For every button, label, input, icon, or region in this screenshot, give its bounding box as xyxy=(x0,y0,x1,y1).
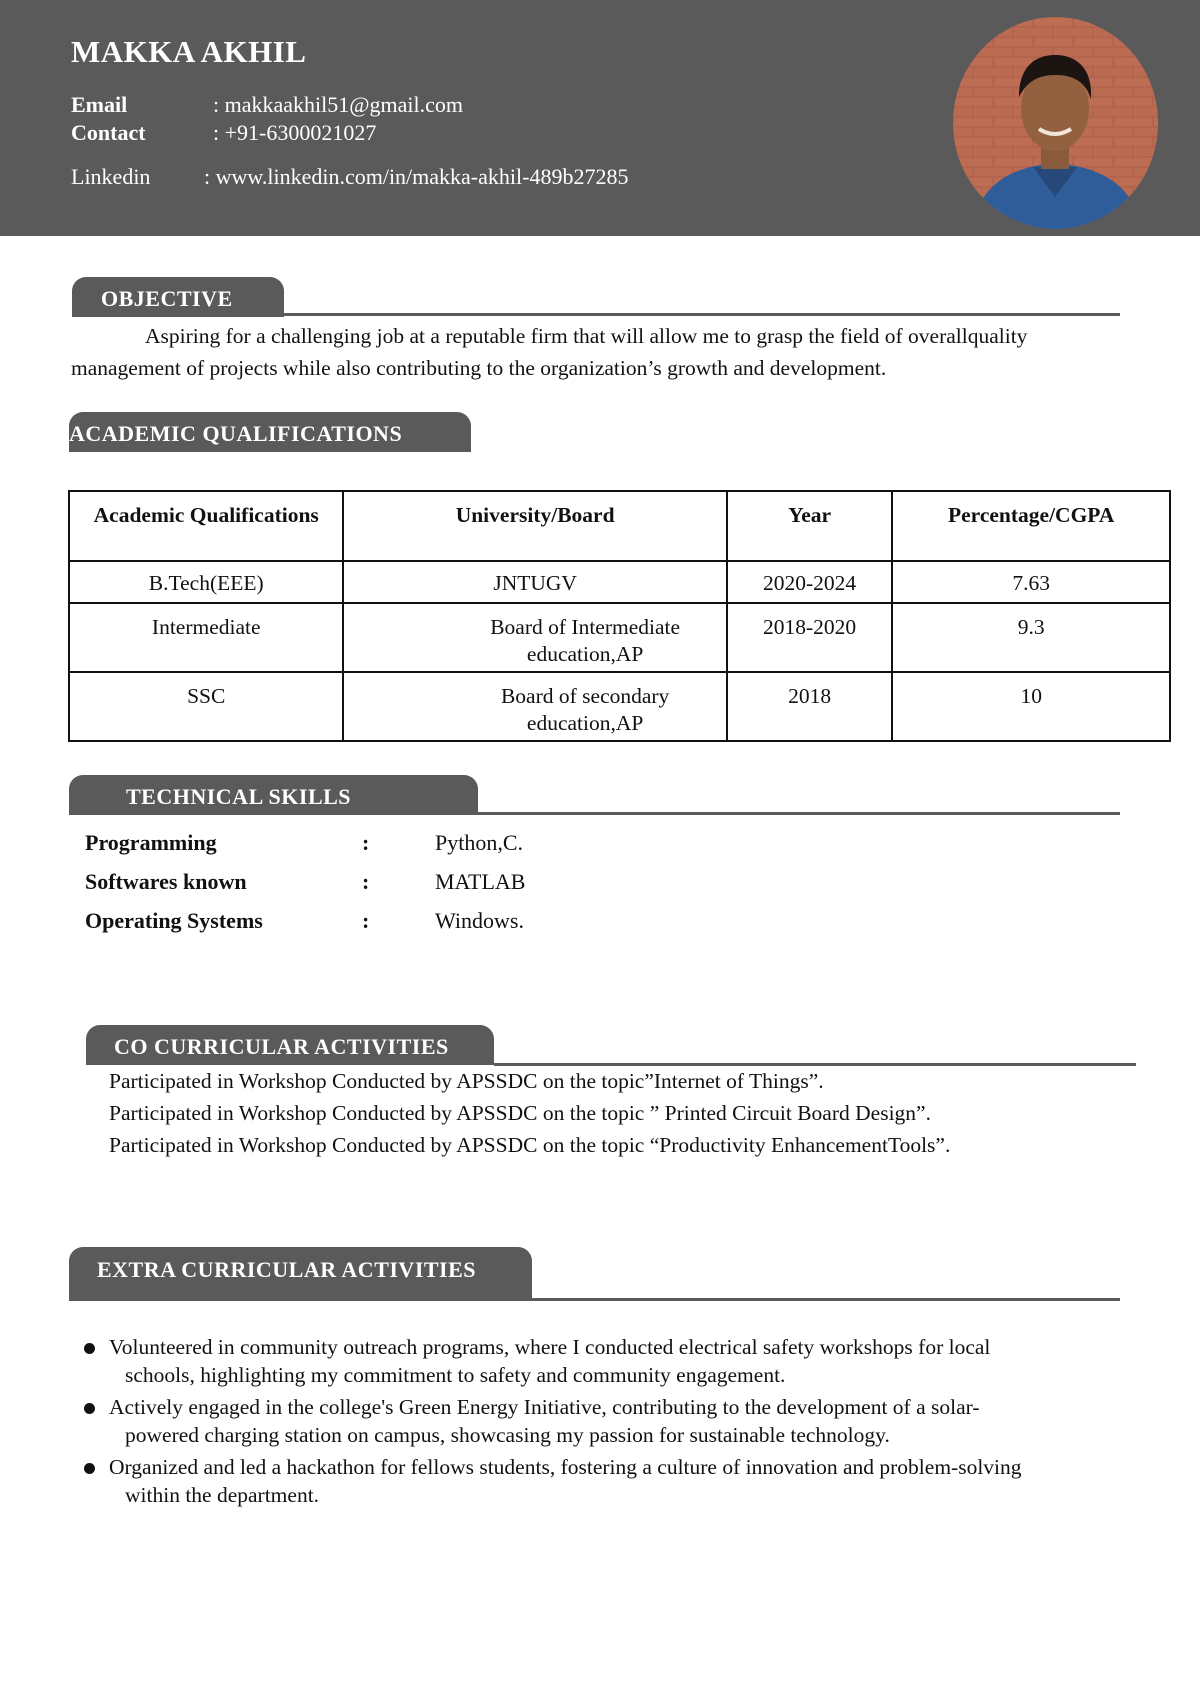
list-item xyxy=(83,1453,1143,1509)
list-item-line: Organized and led a hackathon for fellows students, fostering a culture of innovation and problem-solving xyxy=(109,1455,1022,1479)
skill-value: Windows. xyxy=(435,908,524,933)
extra-curricular-list xyxy=(83,1333,1143,1513)
table-row xyxy=(69,603,1170,672)
col-header-year: Year xyxy=(727,491,893,561)
skill-separator: : xyxy=(362,830,370,855)
skill-value: MATLAB xyxy=(435,869,526,894)
table-header-row xyxy=(69,491,1170,561)
objective-heading: OBJECTIVE xyxy=(72,277,284,317)
skill-label: Softwares known xyxy=(85,869,247,894)
cell-board xyxy=(343,603,726,672)
bullet-icon xyxy=(84,1403,95,1414)
resume-header xyxy=(0,0,1200,236)
profile-photo-illustration xyxy=(953,17,1158,229)
profile-photo xyxy=(953,17,1158,229)
cell-year: 2020-2024 xyxy=(727,561,893,603)
cell-qualification: SSC xyxy=(69,672,343,741)
email-label: Email xyxy=(71,92,128,117)
bullet-icon xyxy=(84,1463,95,1474)
col-header-board: University/Board xyxy=(343,491,726,561)
extra-curricular-divider xyxy=(532,1298,1120,1301)
col-header-qualification: Academic Qualifications xyxy=(69,491,343,561)
co-curricular-item: Participated in Workshop Conducted by APSSDC on the topic ” Printed Circuit Board Design”. xyxy=(109,1101,931,1125)
board-line-2: education,AP xyxy=(526,642,644,666)
contact-value[interactable]: : +91-6300021027 xyxy=(213,120,377,145)
co-curricular-item: Participated in Workshop Conducted by APSSDC on the topic “Productivity EnhancementTools”. xyxy=(109,1133,951,1157)
cell-score: 9.3 xyxy=(892,603,1170,672)
list-item-line: Actively engaged in the college's Green Energy Initiative, contributing to the development of a solar- xyxy=(109,1395,980,1419)
co-curricular-item: Participated in Workshop Conducted by APSSDC on the topic”Internet of Things”. xyxy=(109,1069,824,1093)
list-item xyxy=(83,1333,1143,1389)
list-item-line: schools, highlighting my commitment to safety and community engagement. xyxy=(125,1363,786,1387)
skill-separator: : xyxy=(362,869,370,894)
objective-text: Aspiring for a challenging job at a reputable firm that will allow me to grasp the field of overallquality management of projects while also contributing to the organization’s growth and development. xyxy=(71,324,1028,380)
cell-board xyxy=(343,672,726,741)
cell-score: 7.63 xyxy=(892,561,1170,603)
skill-label: Operating Systems xyxy=(85,908,263,933)
contact-label: Contact xyxy=(71,120,146,145)
list-item-line: powered charging station on campus, showcasing my passion for sustainable technology. xyxy=(125,1423,890,1447)
list-item xyxy=(83,1393,1143,1449)
linkedin-value[interactable]: : www.linkedin.com/in/makka-akhil-489b27285 xyxy=(204,164,629,189)
list-item-line: within the department. xyxy=(125,1483,320,1507)
skill-separator: : xyxy=(362,908,370,933)
extra-curricular-heading: EXTRA CURRICULAR ACTIVITIES xyxy=(69,1247,532,1301)
table-row xyxy=(69,672,1170,741)
academic-table xyxy=(68,490,1171,742)
co-curricular-heading: CO CURRICULAR ACTIVITIES xyxy=(86,1025,494,1065)
co-curricular-divider xyxy=(494,1063,1136,1066)
email-value[interactable]: : makkaakhil51@gmail.com xyxy=(213,92,463,117)
cell-score: 10 xyxy=(892,672,1170,741)
skills-heading: TECHNICAL SKILLS xyxy=(69,775,478,815)
list-item-line: Volunteered in community outreach programs, where I conducted electrical safety workshops for local xyxy=(109,1335,991,1359)
linkedin-row xyxy=(71,164,628,190)
academic-heading: ACADEMIC QUALIFICATIONS xyxy=(69,412,471,452)
contact-row xyxy=(71,120,376,146)
board-line-2: education,AP xyxy=(526,711,644,735)
skill-value: Python,C. xyxy=(435,830,524,855)
cell-qualification: B.Tech(EEE) xyxy=(69,561,343,603)
cell-qualification: Intermediate xyxy=(69,603,343,672)
skills-divider xyxy=(478,812,1120,815)
bullet-icon xyxy=(84,1343,95,1354)
cell-board: JNTUGV xyxy=(343,561,726,603)
col-header-score: Percentage/CGPA xyxy=(892,491,1170,561)
board-line-1: Board of Intermediate xyxy=(490,615,681,639)
email-row xyxy=(71,92,463,118)
board-line-1: Board of secondary xyxy=(500,684,670,708)
candidate-name: MAKKA AKHIL xyxy=(71,34,307,69)
cell-year: 2018 xyxy=(727,672,893,741)
skill-label: Programming xyxy=(85,830,217,855)
table-row xyxy=(69,561,1170,603)
cell-year: 2018-2020 xyxy=(727,603,893,672)
linkedin-label: Linkedin xyxy=(71,164,151,189)
objective-divider xyxy=(284,313,1120,316)
